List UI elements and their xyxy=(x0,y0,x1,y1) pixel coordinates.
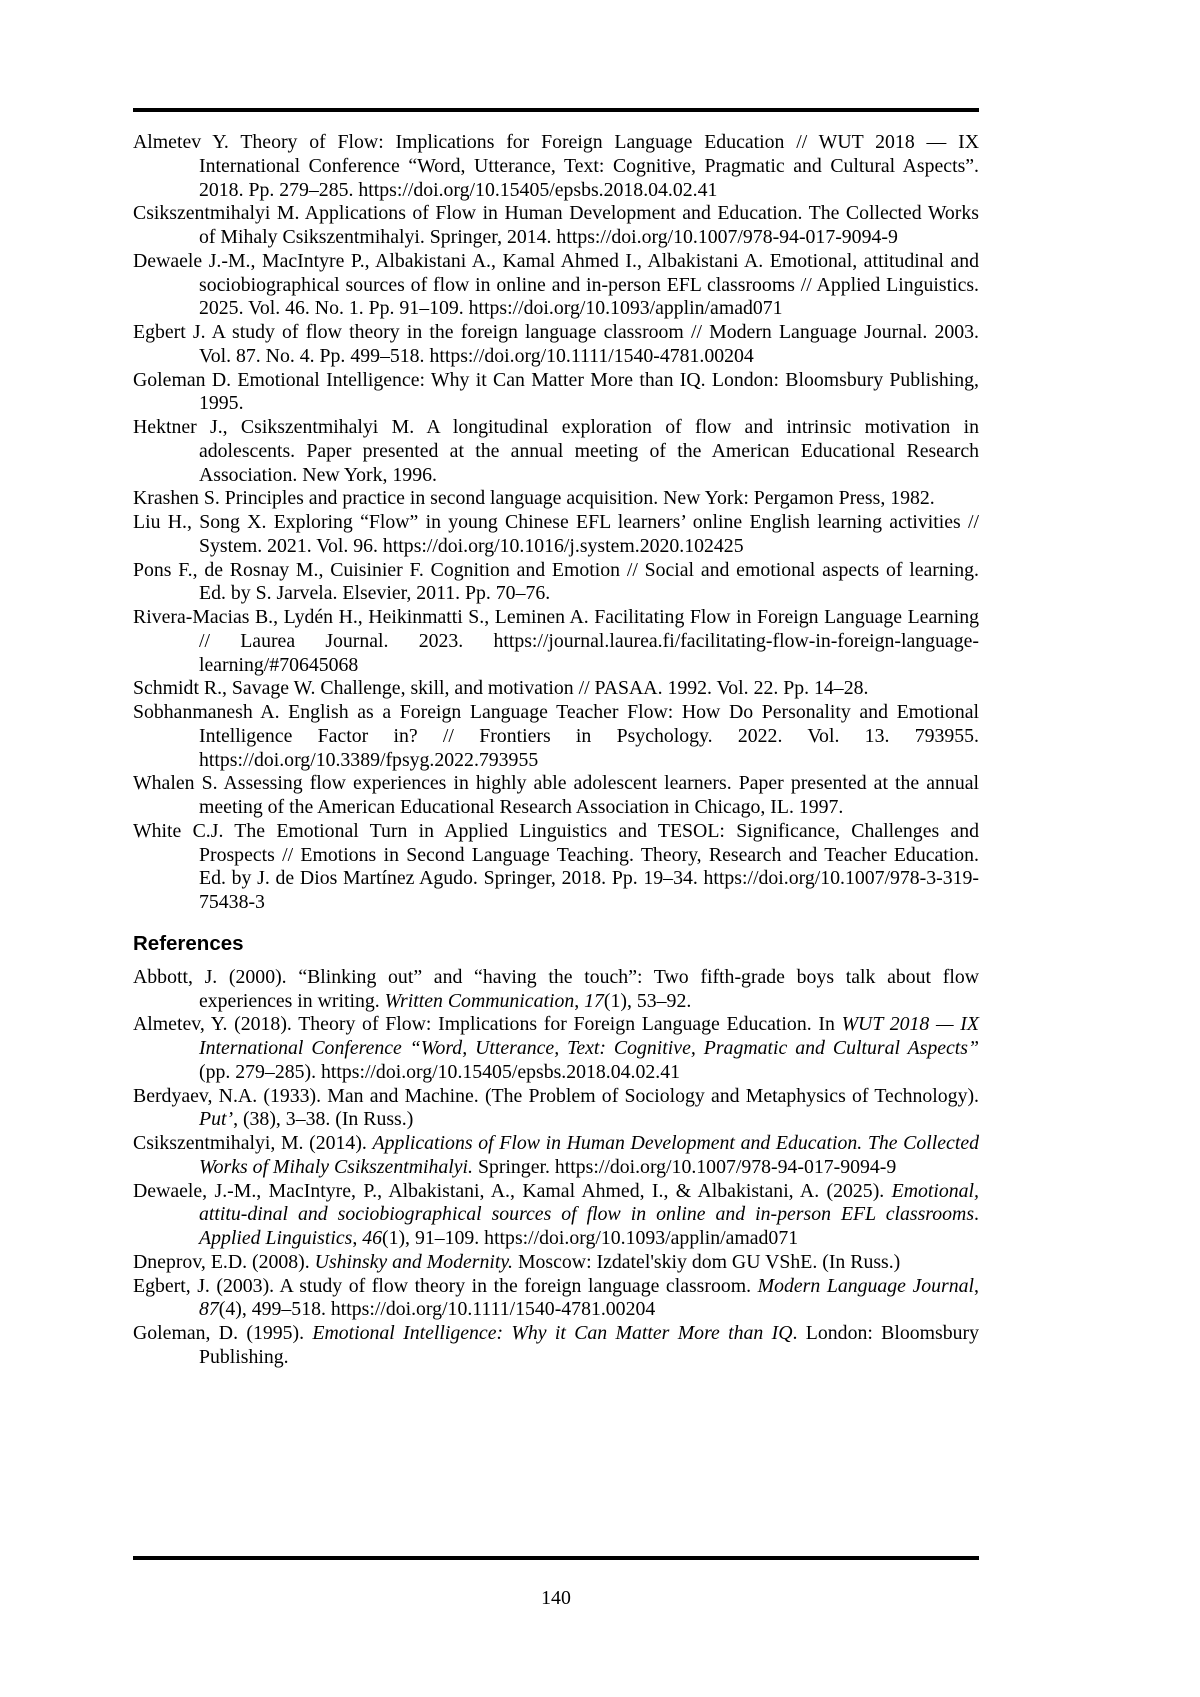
reference-italic-segment: WUT 2018 — IX International Conference “Word, Utterance, Text: Cognitive, Pragmatic and Cultural Aspects” xyxy=(199,1013,979,1059)
reference-text-segment: Csikszentmihalyi, M. (2014). xyxy=(133,1132,373,1154)
reference-text-segment: Abbott, J. (2000). “Blinking out” and “having the touch”: Two fifth-grade boys talk about flow experiences in writing. xyxy=(133,965,979,1012)
reference-text-segment: Hektner J., Csikszentmihalyi M. A longitudinal exploration of flow and intrinsic motivation in adolescents. Paper presented at the annual meeting of the American Educational Research Association. New York, 1996. xyxy=(133,416,979,486)
bottom-rule xyxy=(133,1556,979,1560)
reference-text-segment: , xyxy=(974,1274,979,1297)
reference-text-segment: Egbert, J. (2003). A study of flow theory in the foreign language classroom. xyxy=(133,1274,758,1297)
reference-entry xyxy=(133,511,979,559)
reference-text-segment: Goleman D. Emotional Intelligence: Why it Can Matter More than IQ. London: Bloomsbury Publishing, 1995. xyxy=(133,368,979,415)
reference-text-segment: White C.J. The Emotional Turn in Applied Linguistics and TESOL: Significance, Challenges and Prospects // Emotions in Second Language Teaching. Theory, Research and Teacher Education. Ed. by J. de Dios Martínez Agudo. Springer, 2018. Pp. 19–34. https://doi.org/10.1007/978-3-319-75438-3 xyxy=(133,819,979,913)
reference-entry xyxy=(133,1085,979,1133)
reference-entry xyxy=(133,772,979,820)
reference-text-segment: Almetev Y. Theory of Flow: Implications for Foreign Language Education // WUT 2018 — IX International Conference “Word, Utterance, Text: Cognitive, Pragmatic and Cultural Aspects”. 2018. Pp. 279–285. https://doi.org/10.15405/epsbs.2018.04.02.41 xyxy=(133,131,979,201)
reference-text-segment: Whalen S. Assessing flow experiences in highly able adolescent learners. Paper presented at the annual meeting of the American Educational Research Association in Chicago, IL. 1997. xyxy=(133,772,979,818)
reference-text-segment: Moscow: Izdatel'skiy dom GU VShE. (In Russ.) xyxy=(513,1250,901,1273)
reference-entry xyxy=(133,701,979,772)
references-section xyxy=(133,966,979,1370)
reference-text-segment: (1), 91–109. https://doi.org/10.1093/applin/amad071 xyxy=(381,1227,799,1249)
reference-entry xyxy=(133,820,979,915)
reference-entry xyxy=(133,677,979,701)
reference-text-segment: Goleman, D. (1995). xyxy=(133,1322,313,1344)
reference-text-segment: Rivera-Macias B., Lydén H., Heikinmatti S., Leminen A. Facilitating Flow in Foreign Language Learning // Laurea Journal. 2023. https://journal.laurea.fi/facilitating-flow-in-foreign-language-learning/#70645068 xyxy=(133,606,979,676)
reference-entry xyxy=(133,1132,979,1180)
reference-entry xyxy=(133,202,979,250)
reference-entry xyxy=(133,606,979,677)
reference-text-segment: (pp. 279–285). https://doi.org/10.15405/epsbs.2018.04.02.41 xyxy=(199,1060,680,1083)
reference-italic-segment: Ushinsky and Modernity. xyxy=(314,1250,513,1273)
reference-entry xyxy=(133,369,979,417)
reference-entry xyxy=(133,1013,979,1084)
reference-entry xyxy=(133,1322,979,1370)
reference-italic-segment: 87 xyxy=(199,1298,219,1321)
reference-italic-segment: Written Communication xyxy=(384,989,575,1012)
reference-text-segment: (1), 53–92. xyxy=(603,989,692,1012)
reference-entry xyxy=(133,1251,979,1275)
reference-text-segment: (4), 499–518. https://doi.org/10.1111/1540-4781.00204 xyxy=(218,1298,656,1321)
reference-entry xyxy=(133,559,979,607)
references-heading: References xyxy=(133,931,244,955)
reference-italic-segment: Modern Language Journal xyxy=(757,1274,975,1297)
reference-entry xyxy=(133,250,979,321)
reference-text-segment: Pons F., de Rosnay M., Cuisinier F. Cognition and Emotion // Social and emotional aspects of learning. Ed. by S. Jarvela. Elsevier, 2011. Pp. 70–76. xyxy=(133,558,979,605)
reference-italic-segment: 46 xyxy=(362,1227,382,1249)
reference-text-segment: Springer. https://doi.org/10.1007/978-94-017-9094-9 xyxy=(473,1155,897,1178)
reference-entry xyxy=(133,321,979,369)
page-number: 140 xyxy=(541,1587,571,1609)
reference-entry xyxy=(133,966,979,1014)
top-rule xyxy=(133,108,979,112)
reference-text-segment: , (38), 3–38. (In Russ.) xyxy=(233,1108,414,1131)
bibliography-continued-section xyxy=(133,131,979,915)
reference-text-segment: Dewaele, J.-M., MacIntyre, P., Albakistani, A., Kamal Ahmed, I., & Albakistani, A. (2025). xyxy=(133,1179,892,1202)
reference-text-segment: , xyxy=(574,989,585,1012)
reference-italic-segment: Emotional Intelligence: Why it Can Matter More than IQ xyxy=(312,1322,793,1344)
reference-entry xyxy=(133,416,979,487)
reference-text-segment: . London: Bloomsbury Publishing. xyxy=(199,1322,979,1368)
reference-entry xyxy=(133,1180,979,1251)
reference-italic-segment: Put’ xyxy=(199,1108,234,1131)
reference-entry xyxy=(133,1275,979,1323)
reference-text-segment: Egbert J. A study of flow theory in the foreign language classroom // Modern Language Journal. 2003. Vol. 87. No. 4. Pp. 499–518. https://doi.org/10.1111/1540-4781.00204 xyxy=(133,321,979,367)
reference-italic-segment: 17 xyxy=(584,989,604,1012)
reference-italic-segment: Emotional, attitu-dinal and sociobiographical sources of flow in online and in-person EFL classrooms xyxy=(199,1179,979,1226)
reference-text-segment: Csikszentmihalyi M. Applications of Flow in Human Development and Education. The Collected Works of Mihaly Csikszentmihalyi. Springer, 2014. https://doi.org/10.1007/978-94-017-9094-9 xyxy=(133,202,979,248)
reference-text-segment: Dewaele J.-M., MacIntyre P., Albakistani A., Kamal Ahmed I., Albakistani A. Emotional, attitudinal and sociobiographical sources of flow in online and in-person EFL classrooms // Applied Linguistics. 2025. Vol. 46. No. 1. Pp. 91–109. https://doi.org/10.1093/applin/amad071 xyxy=(133,249,979,320)
reference-text-segment: Berdyaev, N.A. (1933). Man and Machine. (The Problem of Sociology and Metaphysics of Technology). xyxy=(133,1084,979,1107)
reference-entry xyxy=(133,487,979,511)
reference-text-segment: Almetev, Y. (2018). Theory of Flow: Implications for Foreign Language Education. In xyxy=(133,1013,842,1036)
reference-text-segment: , xyxy=(352,1227,363,1249)
reference-italic-segment: Applications of Flow in Human Development and Education. The Collected Works of Mihaly Csikszentmihalyi. xyxy=(199,1132,979,1178)
reference-text-segment: Dneprov, E.D. (2008). xyxy=(133,1250,315,1273)
reference-text-segment: Schmidt R., Savage W. Challenge, skill, and motivation // PASAA. 1992. Vol. 22. Pp. 14–28. xyxy=(133,677,869,700)
reference-text-segment: Krashen S. Principles and practice in second language acquisition. New York: Pergamon Press, 1982. xyxy=(133,487,935,510)
reference-text-segment: Sobhanmanesh A. English as a Foreign Language Teacher Flow: How Do Personality and Emotional Intelligence Factor in? // Frontiers in Psychology. 2022. Vol. 13. 793955. https://doi.org/10.3389/fpsyg.2022.793955 xyxy=(133,701,979,771)
reference-italic-segment: Applied Linguistics xyxy=(199,1227,353,1249)
reference-text-segment: Liu H., Song X. Exploring “Flow” in young Chinese EFL learners’ online English learning activities // System. 2021. Vol. 96. https://doi.org/10.1016/j.system.2020.102425 xyxy=(133,511,979,557)
reference-text-segment: . xyxy=(974,1203,979,1226)
page-content xyxy=(133,131,979,1370)
reference-entry xyxy=(133,131,979,202)
